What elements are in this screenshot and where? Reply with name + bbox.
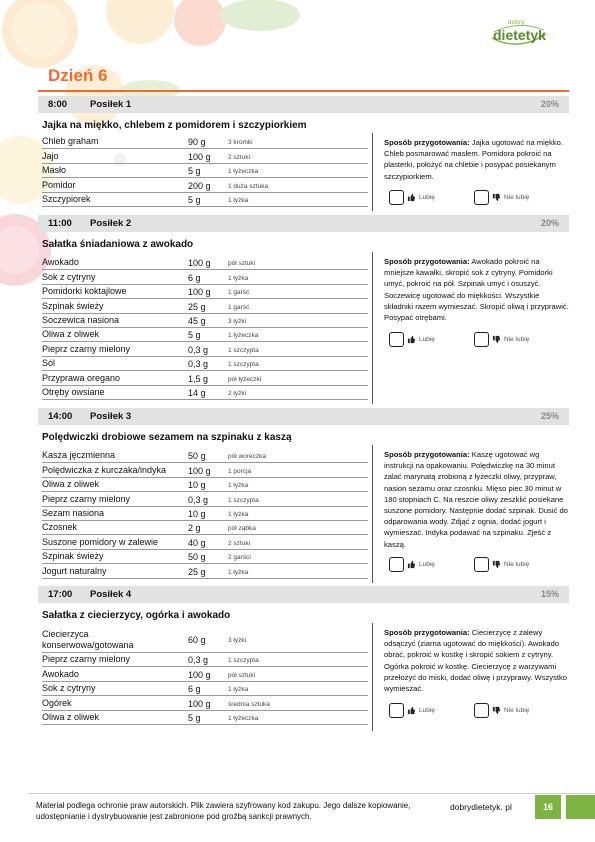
- ingredient-name: Pieprz czarny mielony: [42, 493, 131, 504]
- ingredient-name: Masło: [42, 165, 67, 176]
- preparation-text: [384, 449, 570, 550]
- header-divider: [38, 90, 569, 92]
- ingredient-row: [42, 627, 368, 653]
- ingredient-measure: 3 łyżki: [228, 317, 247, 325]
- ingredient-name: Pomidorki koktajlowe: [42, 286, 127, 297]
- ingredient-qty: 6 g: [188, 272, 201, 283]
- meal-section-2: [38, 215, 569, 398]
- ingredient-row: [42, 696, 368, 710]
- footer-divider: [28, 793, 595, 794]
- ingredient-name: Oliwa z oliwek: [42, 329, 100, 340]
- column-divider: [372, 252, 373, 404]
- dislike-label: Nie lubię: [504, 193, 530, 201]
- ingredient-measure: 1 łyżka: [228, 686, 249, 694]
- preparation-body: Awokado pokroić na mniejsze kawałki, skropić sok z cytryny. Pomidorki umyć, pokroić na pół. Szpinak umyć i osuszyć. Soczewicę ugotować do miękkości. Wszystkie składniki razem wymieszać. Skropić oliwą i przyprawić. Posypać otrębami.: [384, 257, 569, 323]
- ingredient-table: [42, 256, 368, 400]
- meal-header: [38, 96, 569, 113]
- thumbs-up-icon: [407, 193, 416, 202]
- ingredient-name: Ciecierzyca konserwowa/gotowana: [42, 629, 134, 650]
- ingredient-row: [42, 711, 368, 725]
- ingredient-row: [42, 682, 368, 696]
- thumbs-down-icon: [492, 706, 501, 715]
- dish-title: Jajka na miękko, chlebem z pomidorem i szczypiorkiem: [42, 120, 307, 131]
- ingredient-measure: pół sztuki: [228, 671, 256, 679]
- like-button[interactable]: [389, 556, 435, 572]
- ingredient-qty: 14 g: [188, 387, 206, 398]
- ingredient-qty: 40 g: [188, 537, 206, 548]
- dislike-checkbox[interactable]: [474, 703, 489, 718]
- ingredient-table: [42, 449, 368, 579]
- dislike-checkbox[interactable]: [474, 332, 489, 347]
- ingredient-measure: 1 szczypta: [228, 496, 259, 504]
- ingredient-qty: 50 g: [188, 552, 206, 563]
- ingredient-measure: 1 łyżka: [228, 274, 249, 282]
- thumbs-up-icon: [407, 335, 416, 344]
- ingredient-measure: 1 łyżka: [228, 482, 249, 490]
- ingredient-measure: pół woreczka: [228, 453, 266, 461]
- ingredient-qty: 5 g: [188, 712, 201, 723]
- ingredient-row: [42, 667, 368, 681]
- dislike-checkbox[interactable]: [474, 190, 489, 205]
- rating-controls: [389, 189, 569, 205]
- ingredient-measure: 1 szczypta: [228, 361, 259, 369]
- like-label: Lubię: [419, 706, 435, 714]
- meal-name: Posiłek 2: [90, 218, 132, 229]
- ingredient-measure: 1 szczypta: [228, 657, 259, 665]
- ingredient-qty: 60 g: [188, 635, 206, 645]
- ingredient-name: Pomidor: [42, 179, 76, 190]
- meal-percent: 20%: [540, 99, 559, 109]
- ingredient-qty: 100 g: [188, 698, 211, 709]
- ingredient-name: Sok z cytryny: [42, 683, 96, 694]
- dislike-label: Nie lubię: [504, 560, 530, 568]
- ingredient-row: [42, 328, 368, 342]
- ingredient-row: [42, 653, 368, 667]
- like-checkbox[interactable]: [389, 190, 404, 205]
- ingredient-row: [42, 342, 368, 356]
- ingredient-name: Ogórek: [42, 697, 72, 708]
- ingredient-row: [42, 135, 368, 149]
- ingredient-qty: 6 g: [188, 684, 201, 695]
- preparation-body: Jajka ugotować na miękko. Chleb posmarować masłem. Pomidora pokroić na plasterki, położyć na chlebie i posypać posiekanym szczypiorkiem.: [384, 138, 563, 181]
- rating-controls: [389, 556, 569, 572]
- meal-header: [38, 586, 569, 603]
- ingredient-name: Chleb graham: [42, 136, 99, 147]
- meal-time: 17:00: [48, 589, 73, 600]
- dislike-button[interactable]: [474, 331, 529, 347]
- ingredient-measure: średnia sztuka: [228, 700, 270, 708]
- like-checkbox[interactable]: [389, 332, 404, 347]
- dislike-button[interactable]: [474, 556, 529, 572]
- page-tab-decoration: [566, 795, 595, 819]
- ingredient-row: [42, 492, 368, 506]
- ingredient-qty: 0,3 g: [188, 655, 209, 666]
- like-button[interactable]: [389, 331, 435, 347]
- preparation-text: [384, 137, 570, 182]
- like-checkbox[interactable]: [389, 703, 404, 718]
- ingredient-qty: 45 g: [188, 315, 206, 326]
- ingredient-measure: pół łyżeczki: [228, 375, 262, 383]
- dislike-button[interactable]: [474, 702, 529, 718]
- meal-section-3: [38, 408, 569, 577]
- thumbs-up-icon: [407, 560, 416, 569]
- preparation-body: Kaszę ugotować wg instrukcji na opakowaniu. Polędwiczkę na 30 minut zalać marynatą zrobioną z łyżeczki oliwy, przypraw, nasion sezamu oraz czosnku. Mięso piec 30 minut w 180 stopniach C. Na reszcie oliwy zeszklić posiekane suszone pomidory. Następnie dodać szpinak. Dusić do odparowania wody. Zdjąć z ognia, dodać jogurt i wymieszać. Indyka podawać na szpinaku. Zjeść z kaszą.: [384, 450, 568, 549]
- ingredient-name: Szpinak świeży: [42, 300, 104, 311]
- rating-controls: [389, 702, 569, 718]
- logo-big-text: dietetyk: [493, 27, 546, 43]
- meal-section-1: [38, 96, 569, 205]
- ingredient-name: Czosnek: [42, 522, 78, 533]
- ingredient-row: [42, 564, 368, 578]
- ingredient-row: [42, 357, 368, 371]
- ingredient-qty: 0,3 g: [188, 344, 209, 355]
- ingredient-measure: pół sztuki: [228, 260, 256, 268]
- ingredient-row: [42, 550, 368, 564]
- day-title: Dzień 6: [48, 66, 108, 85]
- ingredient-measure: 2 sztuki: [228, 153, 251, 161]
- dish-title: Sałatka z ciecierzycy, ogórka i awokado: [42, 610, 231, 621]
- meal-header: [38, 408, 569, 425]
- thumbs-up-icon: [407, 706, 416, 715]
- ingredient-qty: 100 g: [188, 258, 211, 269]
- ingredient-row: [42, 371, 368, 385]
- preparation-text: [384, 627, 570, 694]
- ingredient-name: Szczypiorek: [42, 193, 91, 204]
- preparation-body: Ciecierzycę z zalewy odsączyć (ziarna ugotować do miękkości). Awokado obrać, pokroić w kostkę i skropić sokiem z cytryny. Ogórka pokroić w kostkę. Ciecierzycę z warzywami przełożyć do miski, dodać oliwę i przyprawy. Wszystko wymieszać.: [384, 628, 568, 694]
- brand-logo: [488, 20, 550, 48]
- ingredient-table: [42, 627, 368, 725]
- like-button[interactable]: [389, 702, 435, 718]
- ingredient-measure: 1 łyżka: [228, 510, 249, 518]
- ingredient-name: Jajo: [42, 150, 59, 161]
- ingredient-qty: 0,3 g: [188, 494, 209, 505]
- preparation-label: Sposób przygotowania:: [384, 628, 470, 637]
- preparation-text: [384, 256, 570, 323]
- meal-time: 8:00: [48, 99, 68, 110]
- ingredient-measure: 1 łyżka: [228, 568, 249, 576]
- like-button[interactable]: [389, 189, 435, 205]
- ingredient-name: Jogurt naturalny: [42, 565, 107, 576]
- preparation-label: Sposób przygotowania:: [384, 450, 470, 459]
- ingredient-name: Sól: [42, 358, 56, 369]
- thumbs-down-icon: [492, 193, 501, 202]
- column-divider: [372, 133, 373, 211]
- ingredient-name: Sok z cytryny: [42, 271, 96, 282]
- ingredient-qty: 2 g: [188, 523, 201, 534]
- thumbs-down-icon: [492, 560, 501, 569]
- ingredient-qty: 25 g: [188, 301, 206, 312]
- ingredient-name: Polędwiczka z kurczaka/indyka: [42, 464, 167, 475]
- dish-title: Polędwiczki drobiowe sezamem na szpinaku z kaszą: [42, 432, 292, 443]
- copyright-notice: Materiał podlega ochronie praw autorskich. Plik zawiera szyfrowany kod zakupu. Jego dalsze kopiowanie, udostępnianie i dystrybuowanie jest zabronione pod groźbą sankcji prawnych.: [36, 801, 411, 822]
- ingredient-name: Kasza jęczmienna: [42, 450, 116, 461]
- meal-percent: 20%: [540, 218, 559, 228]
- ingredient-qty: 5 g: [188, 330, 201, 341]
- ingredient-table: [42, 135, 368, 207]
- like-checkbox[interactable]: [389, 557, 404, 572]
- column-divider: [372, 445, 373, 583]
- ingredient-qty: 100 g: [188, 669, 211, 680]
- ingredient-qty: 10 g: [188, 508, 206, 519]
- ingredient-name: Szpinak świeży: [42, 551, 104, 562]
- ingredient-row: [42, 193, 368, 207]
- dislike-label: Nie lubię: [504, 335, 530, 343]
- ingredient-measure: 1 łyżeczka: [228, 332, 259, 340]
- ingredient-row: [42, 386, 368, 400]
- meal-name: Posiłek 4: [90, 589, 132, 600]
- like-label: Lubię: [419, 335, 435, 343]
- ingredient-row: [42, 521, 368, 535]
- meal-time: 14:00: [48, 411, 73, 422]
- ingredient-name: Otręby owsiane: [42, 386, 105, 397]
- ingredient-row: [42, 463, 368, 477]
- ingredient-name: Awokado: [42, 668, 79, 679]
- ingredient-row: [42, 478, 368, 492]
- ingredient-measure: 1 szczypta: [228, 346, 259, 354]
- dish-title: Sałatka śniadaniowa z awokado: [42, 239, 194, 250]
- ingredient-qty: 5 g: [188, 194, 201, 205]
- ingredient-qty: 90 g: [188, 137, 206, 148]
- meal-percent: 15%: [540, 589, 559, 599]
- dislike-checkbox[interactable]: [474, 557, 489, 572]
- meal-percent: 25%: [540, 411, 559, 421]
- preparation-label: Sposób przygotowania:: [384, 257, 470, 266]
- ingredient-measure: pół ząbka: [228, 525, 256, 533]
- like-label: Lubię: [419, 193, 435, 201]
- ingredient-qty: 10 g: [188, 480, 206, 491]
- ingredient-qty: 5 g: [188, 166, 201, 177]
- ingredient-name: Pieprz czarny mielony: [42, 343, 131, 354]
- ingredient-row: [42, 178, 368, 192]
- ingredient-row: [42, 299, 368, 313]
- preparation-label: Sposób przygotowania:: [384, 138, 470, 147]
- thumbs-down-icon: [492, 335, 501, 344]
- ingredient-measure: 2 garści: [228, 554, 251, 562]
- ingredient-name: Oliwa z oliwek: [42, 479, 100, 490]
- ingredient-measure: 1 łyżeczka: [228, 168, 259, 176]
- ingredient-row: [42, 507, 368, 521]
- ingredient-measure: 3 kromki: [228, 139, 253, 147]
- ingredient-measure: 1 garść: [228, 289, 250, 297]
- ingredient-qty: 100 g: [188, 465, 211, 476]
- ingredient-row: [42, 164, 368, 178]
- ingredient-measure: 3 łyżki: [228, 637, 247, 644]
- dislike-label: Nie lubię: [504, 706, 530, 714]
- website-link[interactable]: dobrydietetyk. pl: [450, 802, 512, 812]
- ingredient-measure: 1 łyżeczka: [228, 714, 259, 722]
- column-divider: [372, 623, 373, 731]
- rating-controls: [389, 331, 569, 347]
- meal-name: Posiłek 1: [90, 99, 132, 110]
- ingredient-row: [42, 285, 368, 299]
- ingredient-row: [42, 270, 368, 284]
- meal-header: [38, 215, 569, 232]
- ingredient-qty: 100 g: [188, 287, 211, 298]
- ingredient-qty: 25 g: [188, 566, 206, 577]
- ingredient-name: Oliwa z oliwek: [42, 711, 100, 722]
- ingredient-qty: 100 g: [188, 151, 211, 162]
- like-label: Lubię: [419, 560, 435, 568]
- ingredient-name: Pieprz czarny mielony: [42, 654, 131, 665]
- ingredient-row: [42, 149, 368, 163]
- ingredient-name: Sezam nasiona: [42, 507, 105, 518]
- ingredient-name: Awokado: [42, 257, 79, 268]
- ingredient-name: Przyprawa oregano: [42, 372, 121, 383]
- meal-section-4: [38, 586, 569, 723]
- logo-small-text: dobry: [508, 20, 525, 26]
- meal-time: 11:00: [48, 218, 72, 229]
- ingredient-measure: 1 garść: [228, 303, 250, 311]
- ingredient-measure: 1 porcja: [228, 467, 252, 475]
- ingredient-row: [42, 256, 368, 270]
- ingredient-qty: 0,3 g: [188, 359, 209, 370]
- ingredient-measure: 1 łyżka: [228, 196, 249, 204]
- ingredient-name: Suszone pomidory w zalewie: [42, 536, 159, 547]
- ingredient-measure: 1 duża sztuka: [228, 182, 269, 190]
- ingredient-measure: 2 sztuki: [228, 539, 251, 547]
- ingredient-qty: 200 g: [188, 180, 211, 191]
- page-number: 16: [535, 795, 561, 819]
- ingredient-qty: 50 g: [188, 451, 206, 462]
- ingredient-row: [42, 314, 368, 328]
- ingredient-name: Soczewica nasiona: [42, 314, 120, 325]
- ingredient-qty: 1,5 g: [188, 373, 209, 384]
- ingredient-measure: 2 łyżki: [228, 389, 247, 397]
- ingredient-row: [42, 535, 368, 549]
- ingredient-row: [42, 449, 368, 463]
- meal-name: Posiłek 3: [90, 411, 132, 422]
- dislike-button[interactable]: [474, 189, 529, 205]
